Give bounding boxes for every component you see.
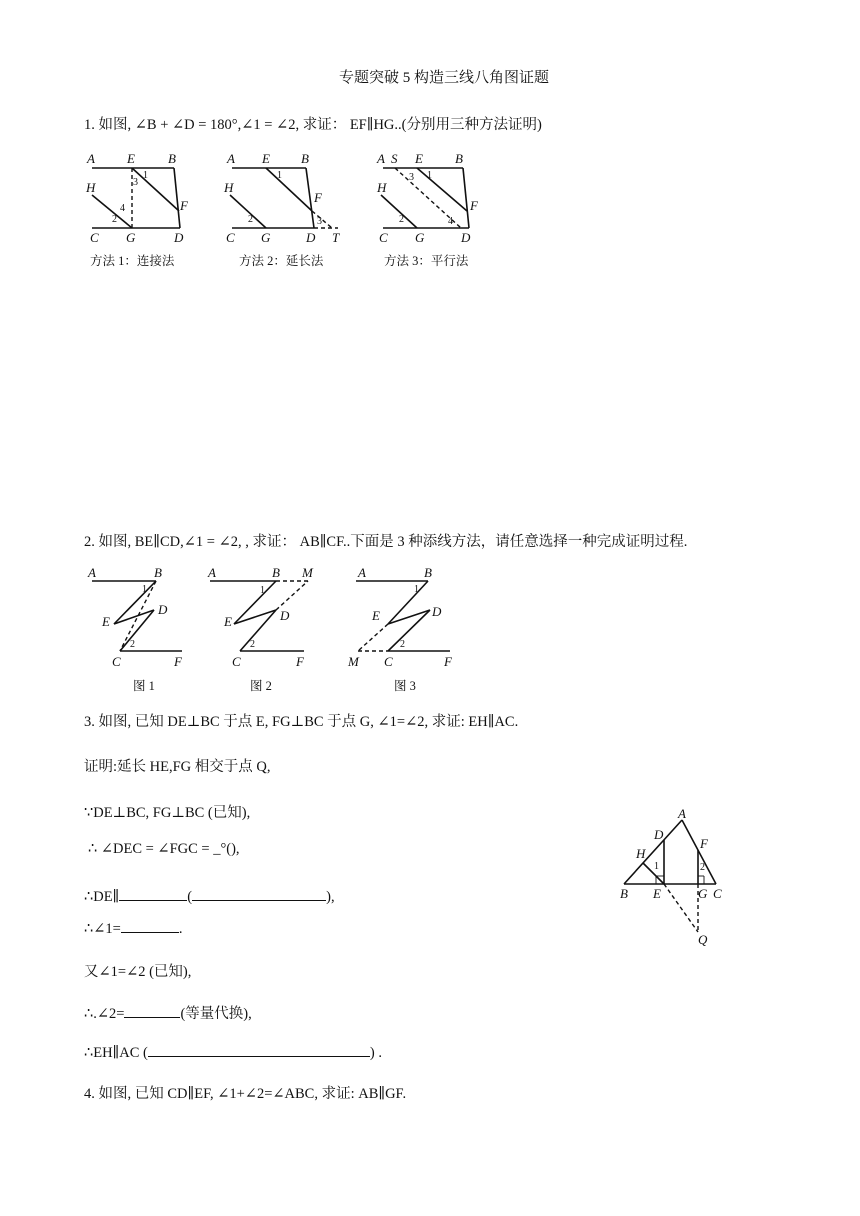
angle-1: 1	[427, 170, 432, 181]
label-s: S	[391, 151, 398, 166]
angle-3: 3	[133, 177, 138, 188]
label-d: D	[432, 604, 442, 619]
label-c: C	[226, 230, 235, 245]
q2-caption-1: 图 1	[133, 679, 155, 693]
label-c: C	[112, 654, 121, 669]
proof-text: ∴.∠2=	[84, 1006, 125, 1022]
answer-blank[interactable]	[121, 918, 179, 933]
question-2-text: 2. 如图, BE∥CD,∠1 = ∠2, , 求证： AB∥CF..下面是 3 种添线方法，请任意选择一种完成证明过程.	[84, 534, 688, 550]
q1-figure-method-3	[373, 148, 493, 248]
label-b: B	[301, 151, 309, 166]
angle-2: 2	[400, 639, 405, 650]
label-e: E	[224, 614, 232, 629]
proof-text: ),	[326, 889, 335, 905]
label-f: F	[470, 198, 478, 213]
label-g: G	[415, 230, 425, 245]
proof-text: .	[178, 921, 183, 937]
proof-line-8	[84, 1042, 382, 1062]
label-m: M	[302, 565, 313, 580]
angle-3: 3	[409, 172, 414, 183]
label-t: T	[332, 230, 340, 245]
answer-blank[interactable]	[148, 1042, 370, 1057]
question-1-text: 1. 如图, ∠B + ∠D = 180°,∠1 = ∠2, 求证： EF∥HG..(分别用三种方法证明)	[84, 117, 542, 133]
label-f: F	[444, 654, 452, 669]
q1-figure-method-1	[80, 148, 200, 248]
label-e: E	[127, 151, 135, 166]
label-f: F	[700, 836, 708, 851]
q1-caption-2: 方法 2：延长法	[239, 254, 324, 268]
answer-blank[interactable]	[124, 1003, 180, 1018]
q1-caption-3: 方法 3：平行法	[384, 254, 469, 268]
q2-caption-2: 图 2	[250, 679, 272, 693]
proof-line-6: 又∠1=∠2 (已知),	[84, 964, 192, 980]
label-a: A	[678, 806, 686, 821]
label-h: H	[86, 180, 96, 195]
angle-2: 2	[700, 862, 705, 873]
label-b: B	[424, 565, 432, 580]
label-d: D	[174, 230, 184, 245]
angle-1: 1	[654, 861, 659, 872]
label-a: A	[358, 565, 366, 580]
q2-figure-3	[344, 566, 474, 676]
q2-figure-1	[84, 566, 204, 676]
proof-line-7	[84, 1002, 252, 1023]
label-e: E	[415, 151, 423, 166]
label-g: G	[698, 886, 708, 901]
label-h: H	[224, 180, 234, 195]
label-g: G	[261, 230, 271, 245]
proof-text: ) .	[369, 1045, 382, 1061]
answer-blank[interactable]	[192, 886, 326, 901]
proof-text: (等量代换),	[180, 1006, 252, 1022]
q2-figure-2	[204, 566, 334, 676]
q1-caption-1: 方法 1：连接法	[90, 254, 175, 268]
label-e: E	[653, 886, 661, 901]
label-h: H	[377, 180, 387, 195]
angle-2: 2	[248, 214, 253, 225]
angle-1: 1	[277, 170, 282, 181]
proof-line-1: 证明:延长 HE,FG 相交于点 Q,	[84, 759, 271, 775]
label-q: Q	[698, 932, 708, 947]
label-b: B	[455, 151, 463, 166]
label-d: D	[280, 608, 290, 623]
label-c: C	[384, 654, 393, 669]
label-d: D	[306, 230, 316, 245]
label-f: F	[174, 654, 182, 669]
label-c: C	[232, 654, 241, 669]
q1-figure-method-2	[222, 148, 352, 248]
question-4-text: 4. 如图, 已知 CD∥EF, ∠1+∠2=∠ABC, 求证: AB∥GF.	[84, 1086, 407, 1102]
angle-1: 1	[142, 584, 147, 595]
proof-line-2: ∵DE⊥BC, FG⊥BC (已知),	[84, 805, 251, 821]
label-a: A	[208, 565, 216, 580]
q3-figure	[616, 808, 736, 948]
angle-3: 3	[317, 216, 322, 227]
proof-line-4	[84, 886, 335, 906]
angle-1: 1	[414, 584, 419, 595]
label-a: A	[87, 151, 95, 166]
q2-caption-3: 图 3	[394, 679, 416, 693]
angle-1: 1	[143, 170, 148, 181]
angle-4: 4	[448, 216, 453, 227]
proof-text: ∴∠1=	[84, 921, 121, 937]
proof-text: (	[187, 889, 193, 905]
label-d: D	[461, 230, 471, 245]
label-e: E	[102, 614, 110, 629]
angle-1: 1	[260, 585, 265, 596]
angle-2: 2	[130, 639, 135, 650]
page-title: 专题突破 5 构造三线八角图证题	[339, 70, 550, 86]
label-a: A	[88, 565, 96, 580]
angle-2: 2	[112, 214, 117, 225]
question-3-text: 3. 如图, 已知 DE⊥BC 于点 E, FG⊥BC 于点 G, ∠1=∠2, 求证: EH∥AC.	[84, 714, 519, 730]
label-e: E	[262, 151, 270, 166]
angle-4: 4	[120, 203, 125, 214]
angle-2: 2	[250, 639, 255, 650]
label-c: C	[379, 230, 388, 245]
label-a: A	[227, 151, 235, 166]
label-b: B	[154, 565, 162, 580]
label-h: H	[636, 846, 646, 861]
label-f: F	[296, 654, 304, 669]
proof-text: ∴DE∥	[84, 889, 120, 905]
label-b: B	[272, 565, 280, 580]
label-a: A	[377, 151, 385, 166]
angle-2: 2	[399, 214, 404, 225]
label-f: F	[314, 190, 322, 205]
label-d: D	[654, 827, 664, 842]
label-c: C	[713, 886, 722, 901]
label-b: B	[620, 886, 628, 901]
proof-text: ∴EH∥AC (	[84, 1045, 148, 1061]
proof-line-5	[84, 918, 182, 938]
label-m: M	[348, 654, 359, 669]
label-g: G	[126, 230, 136, 245]
label-f: F	[180, 198, 188, 213]
label-b: B	[168, 151, 176, 166]
label-d: D	[158, 602, 168, 617]
answer-blank[interactable]	[119, 886, 187, 901]
label-e: E	[372, 608, 380, 623]
label-c: C	[90, 230, 99, 245]
proof-line-3: ∴ ∠DEC = ∠FGC = _°(),	[88, 841, 240, 857]
